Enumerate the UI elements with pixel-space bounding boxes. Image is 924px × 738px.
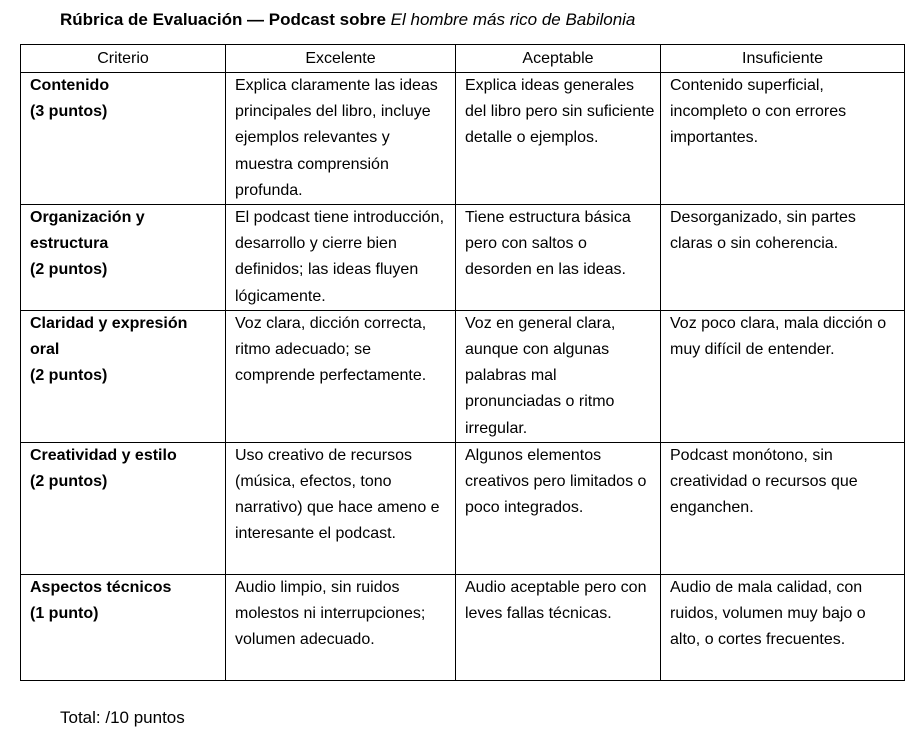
criterion-name: Aspectos técnicos [30,578,172,596]
criterion-cell [21,574,226,680]
acceptable-cell: Explica ideas generales del libro pero sin suficiente detalle o ejemplos. [456,73,661,205]
criterion-cell [21,205,226,311]
table-header-row [21,45,905,73]
header-insufficient: Insuficiente [661,45,905,73]
excellent-cell: Voz clara, dicción correcta, ritmo adecuado; se comprende perfectamente. [226,310,456,442]
insufficient-cell: Podcast monótono, sin creatividad o recursos que enganchen. [661,442,905,574]
acceptable-cell: Audio aceptable pero con leves fallas técnicas. [456,574,661,680]
insufficient-cell: Desorganizado, sin partes claras o sin coherencia. [661,205,905,311]
table-row [21,73,905,205]
excellent-cell: Explica claramente las ideas principales del libro, incluye ejemplos relevantes y muestra comprensión profunda. [226,73,456,205]
table-row [21,205,905,311]
table-row [21,574,905,680]
header-excellent: Excelente [226,45,456,73]
excellent-cell: El podcast tiene introducción, desarrollo y cierre bien definidos; las ideas fluyen lógicamente. [226,205,456,311]
criterion-cell [21,73,226,205]
rubric-table [20,44,905,681]
table-row [21,442,905,574]
criterion-points: (2 puntos) [30,473,108,491]
acceptable-cell: Tiene estructura básica pero con saltos o desorden en las ideas. [456,205,661,311]
insufficient-cell: Voz poco clara, mala dicción o muy difícil de entender. [661,310,905,442]
criterion-points: (3 puntos) [30,103,108,121]
criterion-points: (2 puntos) [30,261,108,279]
title-prefix: Rúbrica de Evaluación — Podcast sobre [60,10,391,29]
criterion-points: (2 puntos) [30,367,108,385]
excellent-cell: Audio limpio, sin ruidos molestos ni interrupciones; volumen adecuado. [226,574,456,680]
criterion-name: Contenido [30,77,110,94]
acceptable-cell: Algunos elementos creativos pero limitados o poco integrados. [456,442,661,574]
table-row [21,310,905,442]
criterion-cell [21,310,226,442]
criterion-name: Claridad y expresión oral [30,314,188,359]
title-book-name: El hombre más rico de Babilonia [390,10,636,29]
document-title [60,9,635,31]
criterion-name: Organización y estructura [30,209,145,253]
criterion-cell [21,442,226,574]
criterion-name: Creatividad y estilo [30,446,177,464]
total-points-label: Total: /10 puntos [60,708,185,727]
insufficient-cell: Audio de mala calidad, con ruidos, volumen muy bajo o alto, o cortes frecuentes. [661,574,905,680]
header-acceptable: Aceptable [456,45,661,73]
criterion-points: (1 punto) [30,605,99,623]
insufficient-cell: Contenido superficial, incompleto o con errores importantes. [661,73,905,205]
header-criterion: Criterio [21,45,226,73]
acceptable-cell: Voz en general clara, aunque con algunas palabras mal pronunciadas o ritmo irregular. [456,310,661,442]
excellent-cell: Uso creativo de recursos (música, efectos, tono narrativo) que hace ameno e interesante el podcast. [226,442,456,574]
